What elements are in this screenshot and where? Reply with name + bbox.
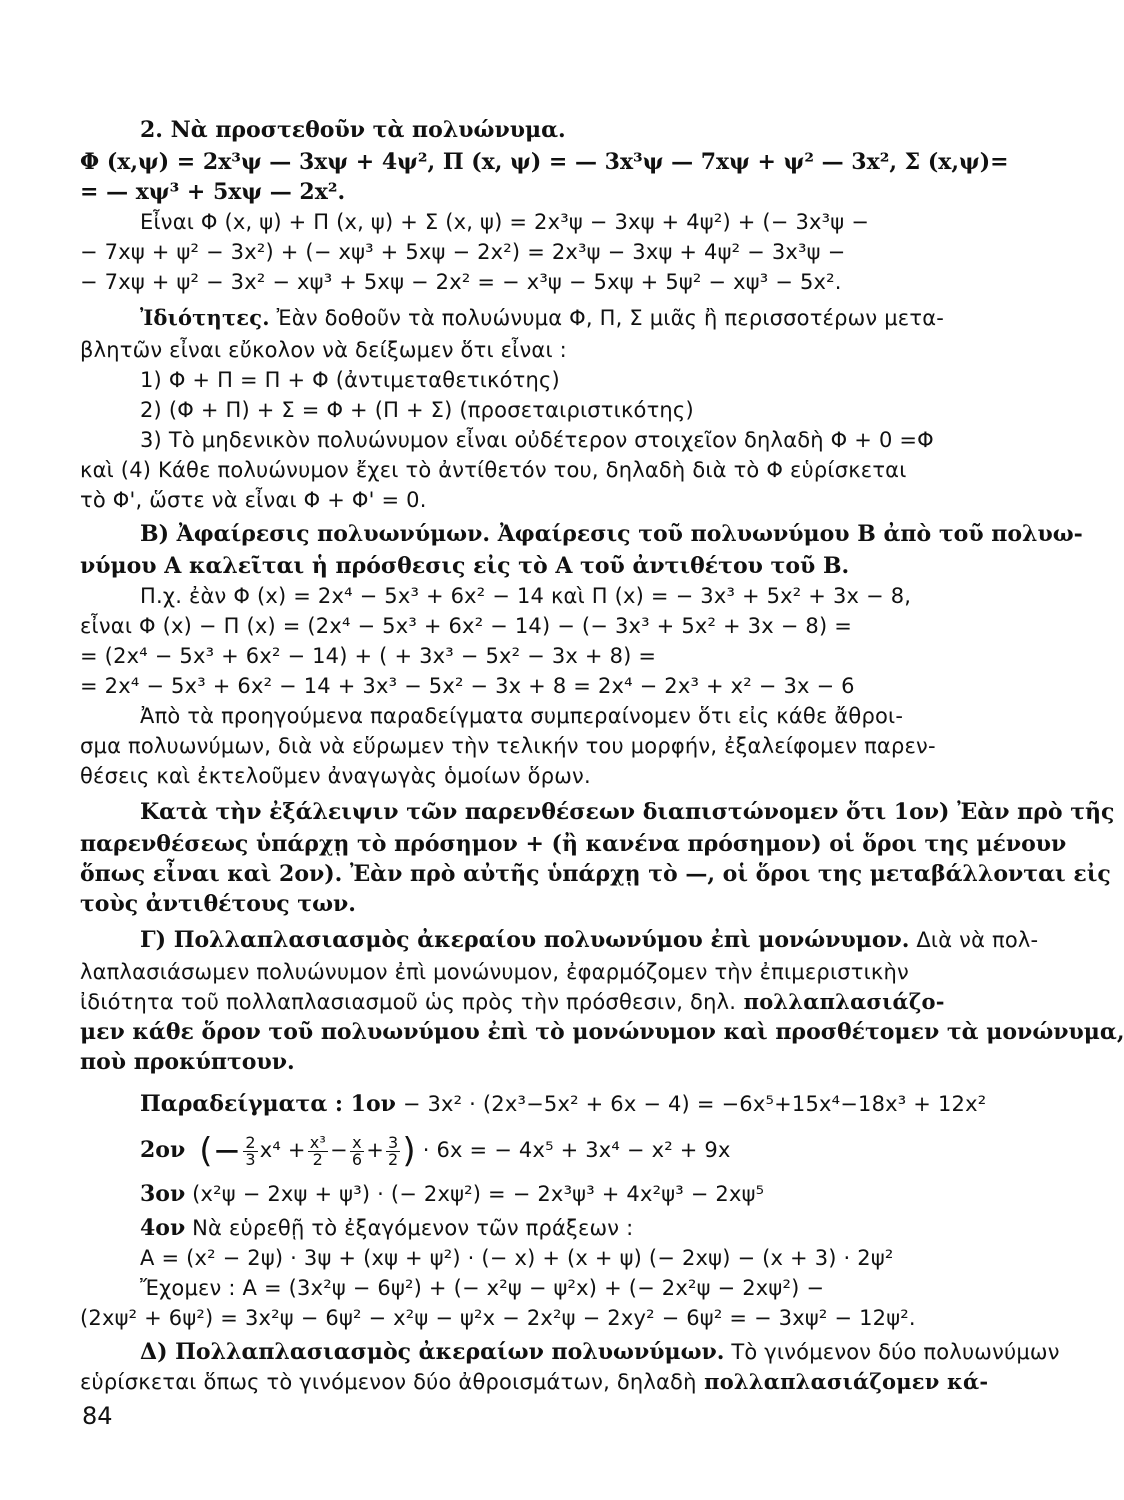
text-line: μεν κάθε ὅρον τοῦ πολυωνύμου ἐπὶ τὸ μονώνυμον καὶ προσθέτομεν τὰ μονώνυμα, <box>80 1019 1124 1045</box>
properties-line <box>140 304 960 332</box>
fraction: $\frac{3}{2}$ <box>388 1132 399 1169</box>
text-line: σμα πολυωνύμων, διὰ νὰ εὕρωμεν τὴν τελικήν του μορφήν, ἐξαλείφομεν παρεν- <box>80 734 936 758</box>
text-line: Ἔχομεν : Α = (3x²ψ − 6ψ²) + (− x²ψ − ψ²x) + (− 2x²ψ − 2xψ²) − <box>140 1276 825 1300</box>
bold-span: πολλαπλασιάζομεν κά- <box>696 1369 989 1394</box>
fraction: $\frac{\text{x³}}{2}$ <box>309 1132 327 1169</box>
section-d-heading: Δ) Πολλαπλασιασμὸς ἀκεραίων πολυωνύμων. <box>140 1339 725 1365</box>
fraction: $\frac{x}{6}$ <box>351 1132 363 1169</box>
text-line: Π.χ. ἐὰν Φ (x) = 2x⁴ − 5x³ + 6x² − 14 καὶ Π (x) = − 3x³ + 5x² + 3x − 8, <box>140 584 912 608</box>
example-1 <box>140 1090 987 1119</box>
text-span: Ἐὰν δοθοῦν τὰ πολυώνυμα Φ, Π, Σ μιᾶς ἢ περισσοτέρων μετα- <box>269 306 945 330</box>
text-line: Ἀπὸ τὰ προηγούμενα παραδείγματα συμπεραίνομεν ὅτι εἰς κάθε ἄθροι- <box>140 704 904 728</box>
text-line: Α = (x² − 2ψ) · 3ψ + (xψ + ψ²) · (− x) + (x + ψ) (− 2xψ) − (x + 3) · 2ψ² <box>140 1246 894 1270</box>
text-line: Φ (x,ψ) = 2x³ψ — 3xψ + 4ψ², Π (x, ψ) = — 3x³ψ — 7xψ + ψ² — 3x², Σ (x,ψ)= <box>80 149 1009 175</box>
text-line: Εἶναι Φ (x, ψ) + Π (x, ψ) + Σ (x, ψ) = 2x³ψ − 3xψ + 4ψ²) + (− 3x³ψ − <box>140 210 869 234</box>
text-span: Διὰ νὰ πολ- <box>909 928 1039 952</box>
text-line <box>80 988 960 1016</box>
text-line: − 7xψ + ψ² − 3x² − xψ³ + 5xψ − 2x² = − x³ψ − 5xψ + 5ψ² − xψ³ − 5x². <box>80 270 842 294</box>
rule-line: παρενθέσεως ὑπάρχῃ τὸ πρόσημον + (ἢ κανένα πρόσημον) οἱ ὅροι της μένουν <box>80 831 1067 857</box>
example-2 <box>140 1130 960 1170</box>
text-line: λαπλασιάσωμεν πολυώνυμον ἐπὶ μονώνυμον, ἐφαρμόζομεν τὴν ἐπιμεριστικὴν <box>80 960 909 984</box>
text-line: καὶ (4) Κάθε πολυώνυμον ἔχει τὸ ἀντίθετόν του, δηλαδὴ διὰ τὸ Φ εὑρίσκεται <box>80 458 907 482</box>
fraction: $\frac{2}{3}$ <box>245 1132 256 1169</box>
rule-line: Κατὰ τὴν ἐξάλειψιν τῶν παρενθέσεων διαπιστώνομεν ὅτι 1ον) Ἐὰν πρὸ τῆς <box>140 799 1115 825</box>
text-span: Τὸ γινόμενον δύο πολυωνύμων <box>724 1340 1060 1364</box>
text-span: · 6x = − 4x⁵ + 3x⁴ − x² + 9x <box>415 1138 731 1162</box>
rule-line: ὅπως εἶναι καὶ 2ον). Ἐὰν πρὸ αὐτῆς ὑπάρχῃ τὸ —, οἱ ὅροι της μεταβάλλονται εἰς <box>80 861 1111 887</box>
close-paren: ) <box>402 1131 416 1171</box>
page-number: 84 <box>82 1402 113 1430</box>
text-line: (2xψ² + 6ψ²) = 3x²ψ − 6ψ² − x²ψ − ψ²x − 2x²ψ − 2xy² − 6ψ² = − 3xψ² − 12ψ². <box>80 1306 916 1330</box>
text-line: ποὺ προκύπτουν. <box>80 1049 295 1075</box>
text-line: = (2x⁴ − 5x³ + 6x² − 14) + ( + 3x³ − 5x² − 3x + 8) = <box>80 644 657 668</box>
text-span: + <box>366 1138 384 1162</box>
text-span: Νὰ εὑρεθῇ τὸ ἐξαγόμενον τῶν πράξεων : <box>185 1216 634 1240</box>
example-4 <box>140 1214 960 1243</box>
section-c-heading: Γ) Πολλαπλασιασμὸς ἀκεραίου πολυωνύμου ἐπὶ μονώνυμον. <box>140 927 910 953</box>
example-label: 4ον <box>140 1215 186 1241</box>
text-span: x⁴ + <box>259 1138 306 1162</box>
section-d-line <box>140 1338 1060 1367</box>
text-span: − 3x² · (2x³−5x² + 6x − 4) = −6x⁵+15x⁴−18x³ + 12x² <box>395 1092 987 1116</box>
property-item: 3) Τὸ μηδενικὸν πολυώνυμον εἶναι οὐδέτερον στοιχεῖον δηλαδὴ Φ + 0 =Φ <box>140 428 934 452</box>
property-item: 1) Φ + Π = Π + Φ (ἀντιμεταθετικότης) <box>140 368 560 392</box>
text-line: = — xψ³ + 5xψ — 2x². <box>80 179 346 205</box>
text-span: εὑρίσκεται ὅπως τὸ γινόμενον δύο ἀθροισμάτων, δηλαδὴ <box>80 1370 697 1394</box>
exercise-heading: 2. Νὰ προστεθοῦν τὰ πολυώνυμα. <box>140 117 566 143</box>
text-line: − 7xψ + ψ² − 3x²) + (− xψ³ + 5xψ − 2x²) = 2x³ψ − 3xψ + 4ψ² − 3x³ψ − <box>80 240 846 264</box>
section-c-line <box>140 926 1039 955</box>
open-paren: (− <box>199 1131 242 1171</box>
bold-span: πολλαπλασιάζο- <box>736 989 945 1014</box>
examples-label: Παραδείγματα : 1ον <box>140 1091 396 1117</box>
section-b-heading: Β) Ἀφαίρεσις πολυωνύμων. Ἀφαίρεσις τοῦ πολυωνύμου Β ἀπὸ τοῦ πολυω- <box>140 521 1083 547</box>
text-span: ἰδιότητα τοῦ πολλαπλασιασμοῦ ὡς πρὸς τὴν πρόσθεσιν, δηλ. <box>80 990 737 1014</box>
rule-line: τοὺς ἀντιθέτους των. <box>80 891 356 917</box>
text-span: − <box>330 1138 348 1162</box>
text-line: βλητῶν εἶναι εὔκολον νὰ δείξωμεν ὅτι εἶναι : <box>80 338 567 362</box>
properties-heading: Ἰδιότητες. <box>140 305 270 330</box>
text-span: (x²ψ − 2xψ + ψ³) · (− 2xψ²) = − 2x³ψ³ + 4x²ψ³ − 2xψ⁵ <box>185 1182 765 1206</box>
text-line: θέσεις καὶ ἐκτελοῦμεν ἀναγωγὰς ὁμοίων ὅρων. <box>80 764 591 788</box>
text-line <box>80 1368 989 1396</box>
text-line: εἶναι Φ (x) − Π (x) = (2x⁴ − 5x³ + 6x² − 14) − (− 3x³ + 5x² + 3x − 8) = <box>80 614 853 638</box>
example-label: 2ον <box>140 1137 186 1163</box>
example-label: 3ον <box>140 1181 186 1207</box>
text-line: νύμου Α καλεῖται ἡ πρόσθεσις εἰς τὸ Α τοῦ ἀντιθέτου τοῦ Β. <box>80 553 850 579</box>
text-line: τὸ Φ', ὥστε νὰ εἶναι Φ + Φ' = 0. <box>80 488 427 512</box>
example-3 <box>140 1180 960 1209</box>
text-line: = 2x⁴ − 5x³ + 6x² − 14 + 3x³ − 5x² − 3x + 8 = 2x⁴ − 2x³ + x² − 3x − 6 <box>80 674 855 698</box>
property-item: 2) (Φ + Π) + Σ = Φ + (Π + Σ) (προσεταιριστικότης) <box>140 398 694 422</box>
